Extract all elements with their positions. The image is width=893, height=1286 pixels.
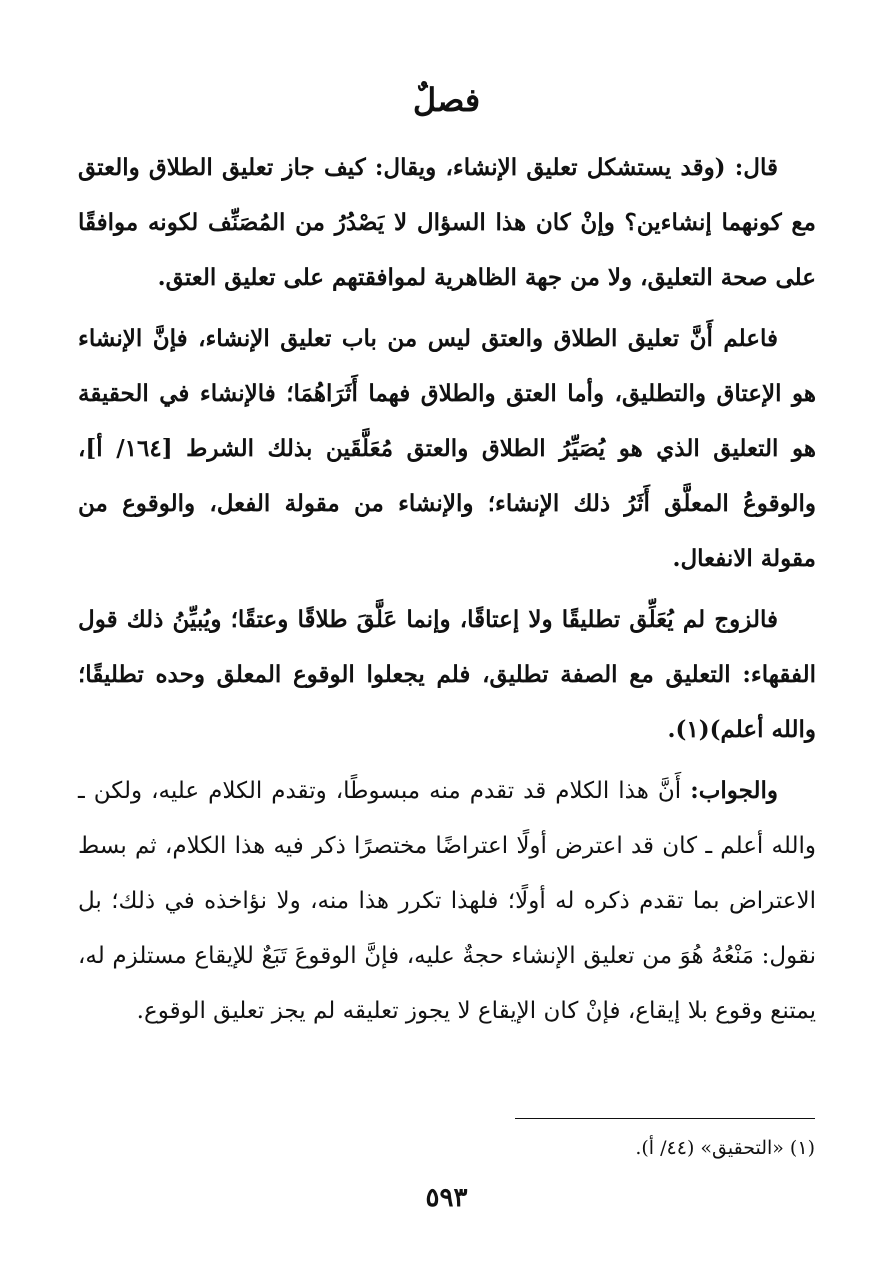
paragraph-3 bbox=[78, 592, 816, 757]
paragraph-3-text: فالزوج لم يُعَلِّق تطليقًا ولا إعتاقًا، وإنما عَلَّقَ طلاقًا وعتقًا؛ ويُبيِّنُ ذلك قول الفقهاء: التعليق مع الصفة تطليق، فلم يجعلوا الوقوع المعلق وحده تطليقًا؛ والله أعلم)(١). bbox=[78, 606, 816, 743]
footnote-divider bbox=[515, 1118, 815, 1119]
paragraph-1 bbox=[78, 140, 816, 305]
paragraph-4-lead: والجواب: bbox=[690, 777, 778, 804]
paragraph-1-text: (وقد يستشكل تعليق الإنشاء، ويقال: كيف جاز تعليق الطلاق والعتق مع كونهما إنشاءين؟ وإنْ كان هذا السؤال لا يَصْدُرُ من المُصَنِّف لكونه موافقًا على صحة التعليق، ولا من جهة الظاهرية لموافقتهم على تعليق العتق. bbox=[78, 154, 816, 291]
paragraph-4 bbox=[78, 763, 816, 1039]
footnote: (١) «التحقيق» (٤٤/ أ). bbox=[635, 1137, 815, 1159]
page-number: ٥٩٣ bbox=[425, 1183, 468, 1213]
paragraph-4-text: أَنَّ هذا الكلام قد تقدم منه مبسوطًا، وتقدم الكلام عليه، ولكن ـ والله أعلم ـ كان قد اعترض أولًا اعتراضًا مختصرًا ذكر فيه هذا الكلام، ثم بسط الاعتراض بما تقدم ذكره له أولًا؛ فلهذا تكرر هذا منه، ولا نؤاخذه في ذلك؛ بل نقول: مَنْعُهُ هُوَ من تعليق الإنشاء حجةٌ عليه، فإنَّ الوقوعَ تَبَعٌ للإيقاع مستلزم له، يمتنع وقوع بلا إيقاع، فإنْ كان الإيقاع لا يجوز تعليقه لم يجز تعليق الوقوع. bbox=[78, 778, 816, 1024]
section-heading: فصلٌ bbox=[412, 81, 481, 119]
paragraph-1-lead: قال: bbox=[734, 154, 778, 181]
paragraph-2-text: فاعلم أَنَّ تعليق الطلاق والعتق ليس من باب تعليق الإنشاء، فإنَّ الإنشاء هو الإعتاق والتطليق، وأما العتق والطلاق فهما أَثَرَاهُمَا؛ فالإنشاء في الحقيقة هو التعليق الذي هو يُصَيِّرُ الطلاق والعتق مُعَلَّقَين بذلك الشرط [١٦٤/ أ]، والوقوعُ المعلَّق أَثَرُ ذلك الإنشاء؛ والإنشاء من مقولة الفعل، والوقوع من مقولة الانفعال. bbox=[78, 325, 816, 572]
main-text bbox=[78, 140, 816, 1045]
paragraph-2 bbox=[78, 311, 816, 586]
